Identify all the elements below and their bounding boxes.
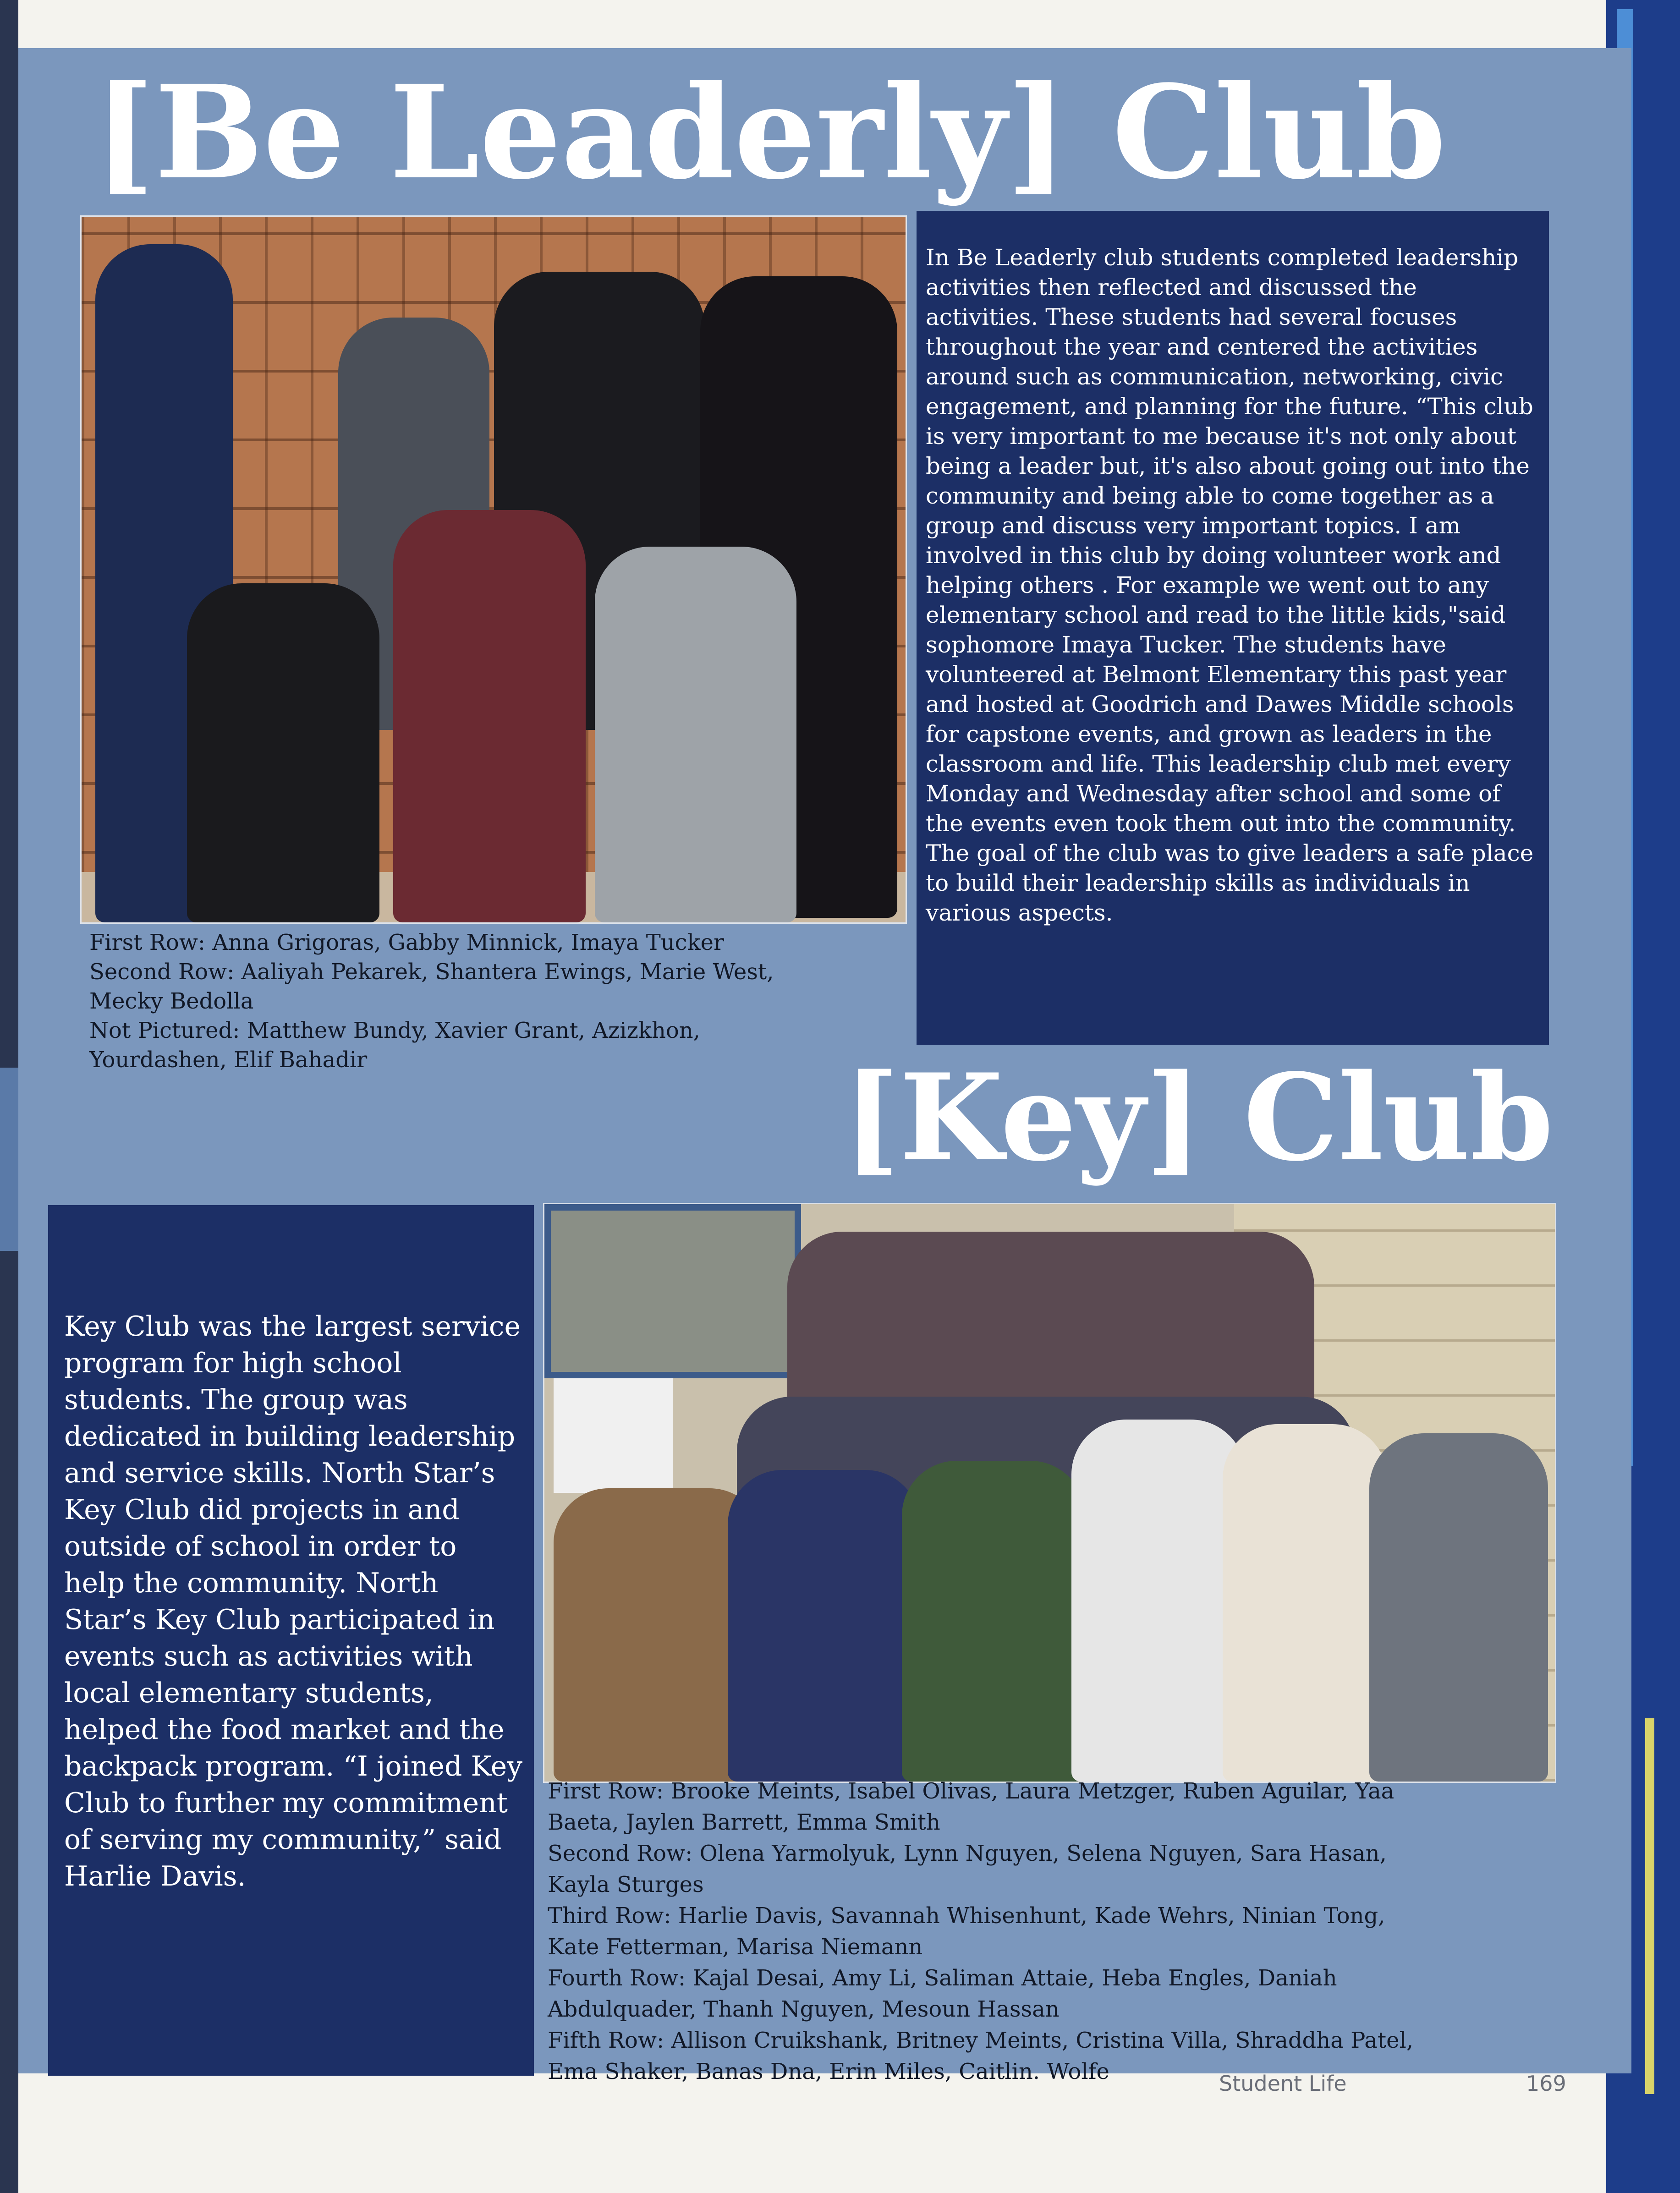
wall-sign <box>554 1378 673 1493</box>
caption-line: Fourth Row: Kajal Desai, Amy Li, Saliman Attaie, Heba Engles, Daniah <box>548 1965 1337 1991</box>
caption-line: Abdulquader, Thanh Nguyen, Mesoun Hassan <box>548 1996 1060 2022</box>
student-figure <box>1223 1424 1388 1782</box>
be-leaderly-club-title: [Be Leaderly] Club <box>94 57 1446 208</box>
student-figure <box>902 1461 1085 1782</box>
be-leaderly-caption <box>89 928 905 1075</box>
page-number: 169 <box>1526 2071 1566 2096</box>
caption-line: Baeta, Jaylen Barrett, Emma Smith <box>548 1809 940 1835</box>
binding-yellow-stripe <box>1645 1718 1654 2094</box>
caption-line: Second Row: Aaliyah Pekarek, Shantera Ewings, Marie West, <box>89 959 774 985</box>
be-leaderly-story <box>917 211 1549 1045</box>
student-figure <box>393 510 586 922</box>
key-club-group-photo <box>543 1203 1556 1783</box>
caption-line: Fifth Row: Allison Cruikshank, Britney Meints, Cristina Villa, Shraddha Patel, <box>548 2028 1414 2053</box>
footer-section-label: Student Life <box>1219 2071 1347 2096</box>
caption-line: Not Pictured: Matthew Bundy, Xavier Grant, Azizkhon, <box>89 1018 700 1043</box>
student-figure <box>187 583 379 922</box>
be-leaderly-group-photo <box>80 215 907 924</box>
key-club-caption <box>548 1776 1570 2087</box>
student-figure <box>728 1470 920 1782</box>
caption-line: First Row: Anna Grigoras, Gabby Minnick, Imaya Tucker <box>89 930 724 955</box>
caption-line: Third Row: Harlie Davis, Savannah Whisenhunt, Kade Wehrs, Ninian Tong, <box>548 1903 1385 1929</box>
student-figure <box>1369 1433 1548 1782</box>
key-club-story <box>48 1205 534 2076</box>
student-figure <box>595 547 796 922</box>
caption-line: First Row: Brooke Meints, Isabel Olivas, Laura Metzger, Ruben Aguilar, Yaa <box>548 1778 1395 1804</box>
student-figure <box>1071 1420 1246 1782</box>
caption-line: Ema Shaker, Banas Dna, Erin Miles, Caitlin. Wolfe <box>548 2059 1109 2084</box>
caption-line: Mecky Bedolla <box>89 988 254 1014</box>
key-club-title: [Key] Club <box>843 1048 1554 1188</box>
hallway-window <box>544 1204 801 1378</box>
caption-line: Kate Fetterman, Marisa Niemann <box>548 1934 923 1960</box>
caption-line: Kayla Sturges <box>548 1872 704 1897</box>
caption-line: Yourdashen, Elif Bahadir <box>89 1047 368 1073</box>
key-club-story-text: Key Club was the largest service program for high school students. The group was dedicated in building leadership and service skills. North Star’s Key Club did projects in and outside of school in order to help the community. North Star’s Key Club participated in events such as activities with local elementary students, helped the food market and the backpack program. “I joined Key Club to further my commitment of serving my community,” said Harlie Davis. <box>64 1310 523 1892</box>
caption-line: Second Row: Olena Yarmolyuk, Lynn Nguyen, Selena Nguyen, Sara Hasan, <box>548 1841 1387 1866</box>
be-leaderly-story-text: In Be Leaderly club students completed leadership activities then reflected and discussed the activities. These students had several focuses throughout the year and centered the activities around such as communication, networking, civic engagement, and planning for the future. “This club is very important to me because it's not only about being a leader but, it's also about going out into the community and being able to come together as a group and discuss very important topics. I am involved in this club by doing volunteer work and helping others . For example we went out to any elementary school and read to the little kids,"said sophomore Imaya Tucker. The students have volunteered at Belmont Elementary this past year and hosted at Goodrich and Dawes Middle schools for capstone events, and grown as leaders in the classroom and life. This leadership club met every Monday and Wednesday after school and some of the events even took them out into the community. The goal of the club was to give leaders a safe place to build their leadership skills as individuals in various aspects. <box>926 244 1534 926</box>
